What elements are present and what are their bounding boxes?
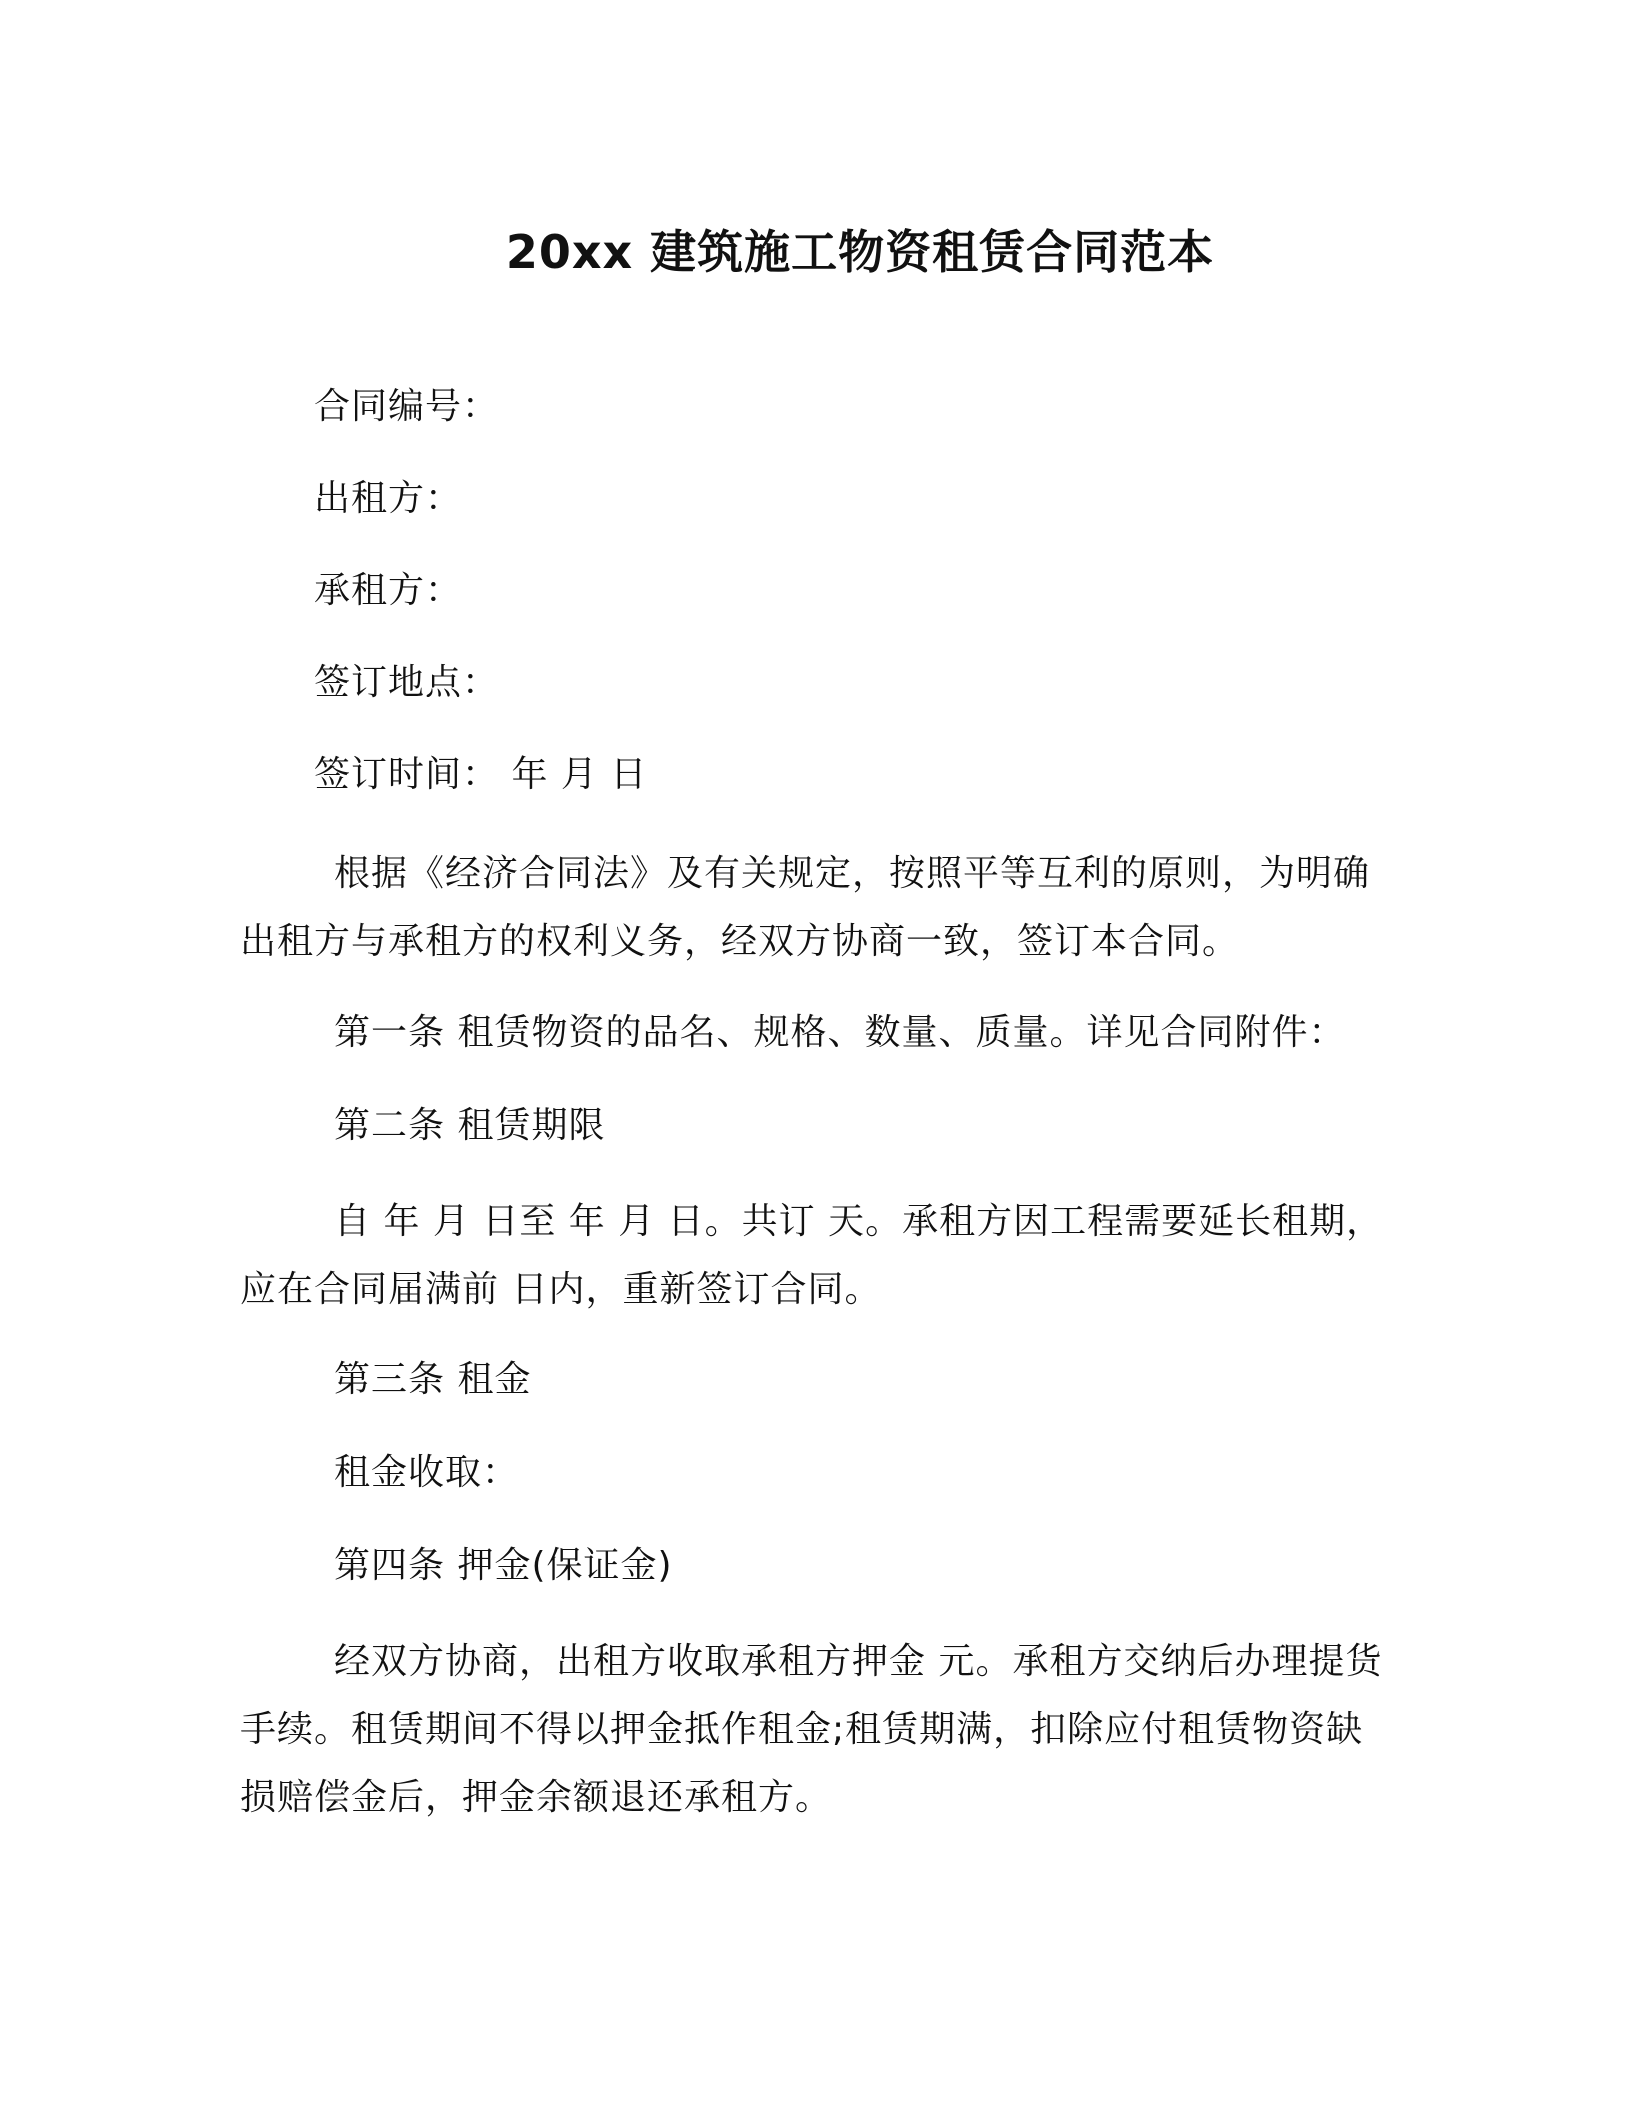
article-4-line-3: 损赔偿金后，押金余额退还承租方。 (240, 1777, 833, 1818)
field-sign-time: 签订时间： 年 月 日 (314, 754, 648, 795)
field-sign-place: 签订地点： (314, 662, 500, 703)
article-2-line-2: 应在合同届满前 日内，重新签订合同。 (240, 1269, 882, 1310)
intro-paragraph (240, 840, 1390, 976)
article-2-line-1: 自 年 月 日至 年 月 日。共订 天。承租方因工程需要延长租期， (334, 1201, 1384, 1242)
article-3-heading: 第三条 租金 (334, 1359, 532, 1400)
rent-collection: 租金收取： (334, 1452, 520, 1493)
field-lessor: 出租方： (314, 478, 463, 519)
article-4-line-2: 手续。租赁期间不得以押金抵作租金;租赁期满，扣除应付租赁物资缺 (240, 1709, 1364, 1750)
field-contract-number: 合同编号： (314, 386, 500, 427)
intro-line-2: 出租方与承租方的权利义务，经双方协商一致，签订本合同。 (240, 921, 1240, 962)
intro-line-1: 根据《经济合同法》及有关规定，按照平等互利的原则，为明确 (334, 853, 1371, 894)
article-2-paragraph (240, 1188, 1390, 1324)
article-2-heading: 第二条 租赁期限 (334, 1105, 606, 1146)
field-lessee: 承租方： (314, 570, 463, 611)
article-4-heading: 第四条 押金(保证金) (334, 1545, 673, 1586)
article-1: 第一条 租赁物资的品名、规格、数量、质量。详见合同附件： (334, 1012, 1346, 1053)
article-4-line-1: 经双方协商，出租方收取承租方押金 元。承租方交纳后办理提货 (334, 1641, 1383, 1682)
document-title: 20xx 建筑施工物资租赁合同范本 (505, 225, 1215, 279)
article-4-paragraph (240, 1628, 1390, 1832)
